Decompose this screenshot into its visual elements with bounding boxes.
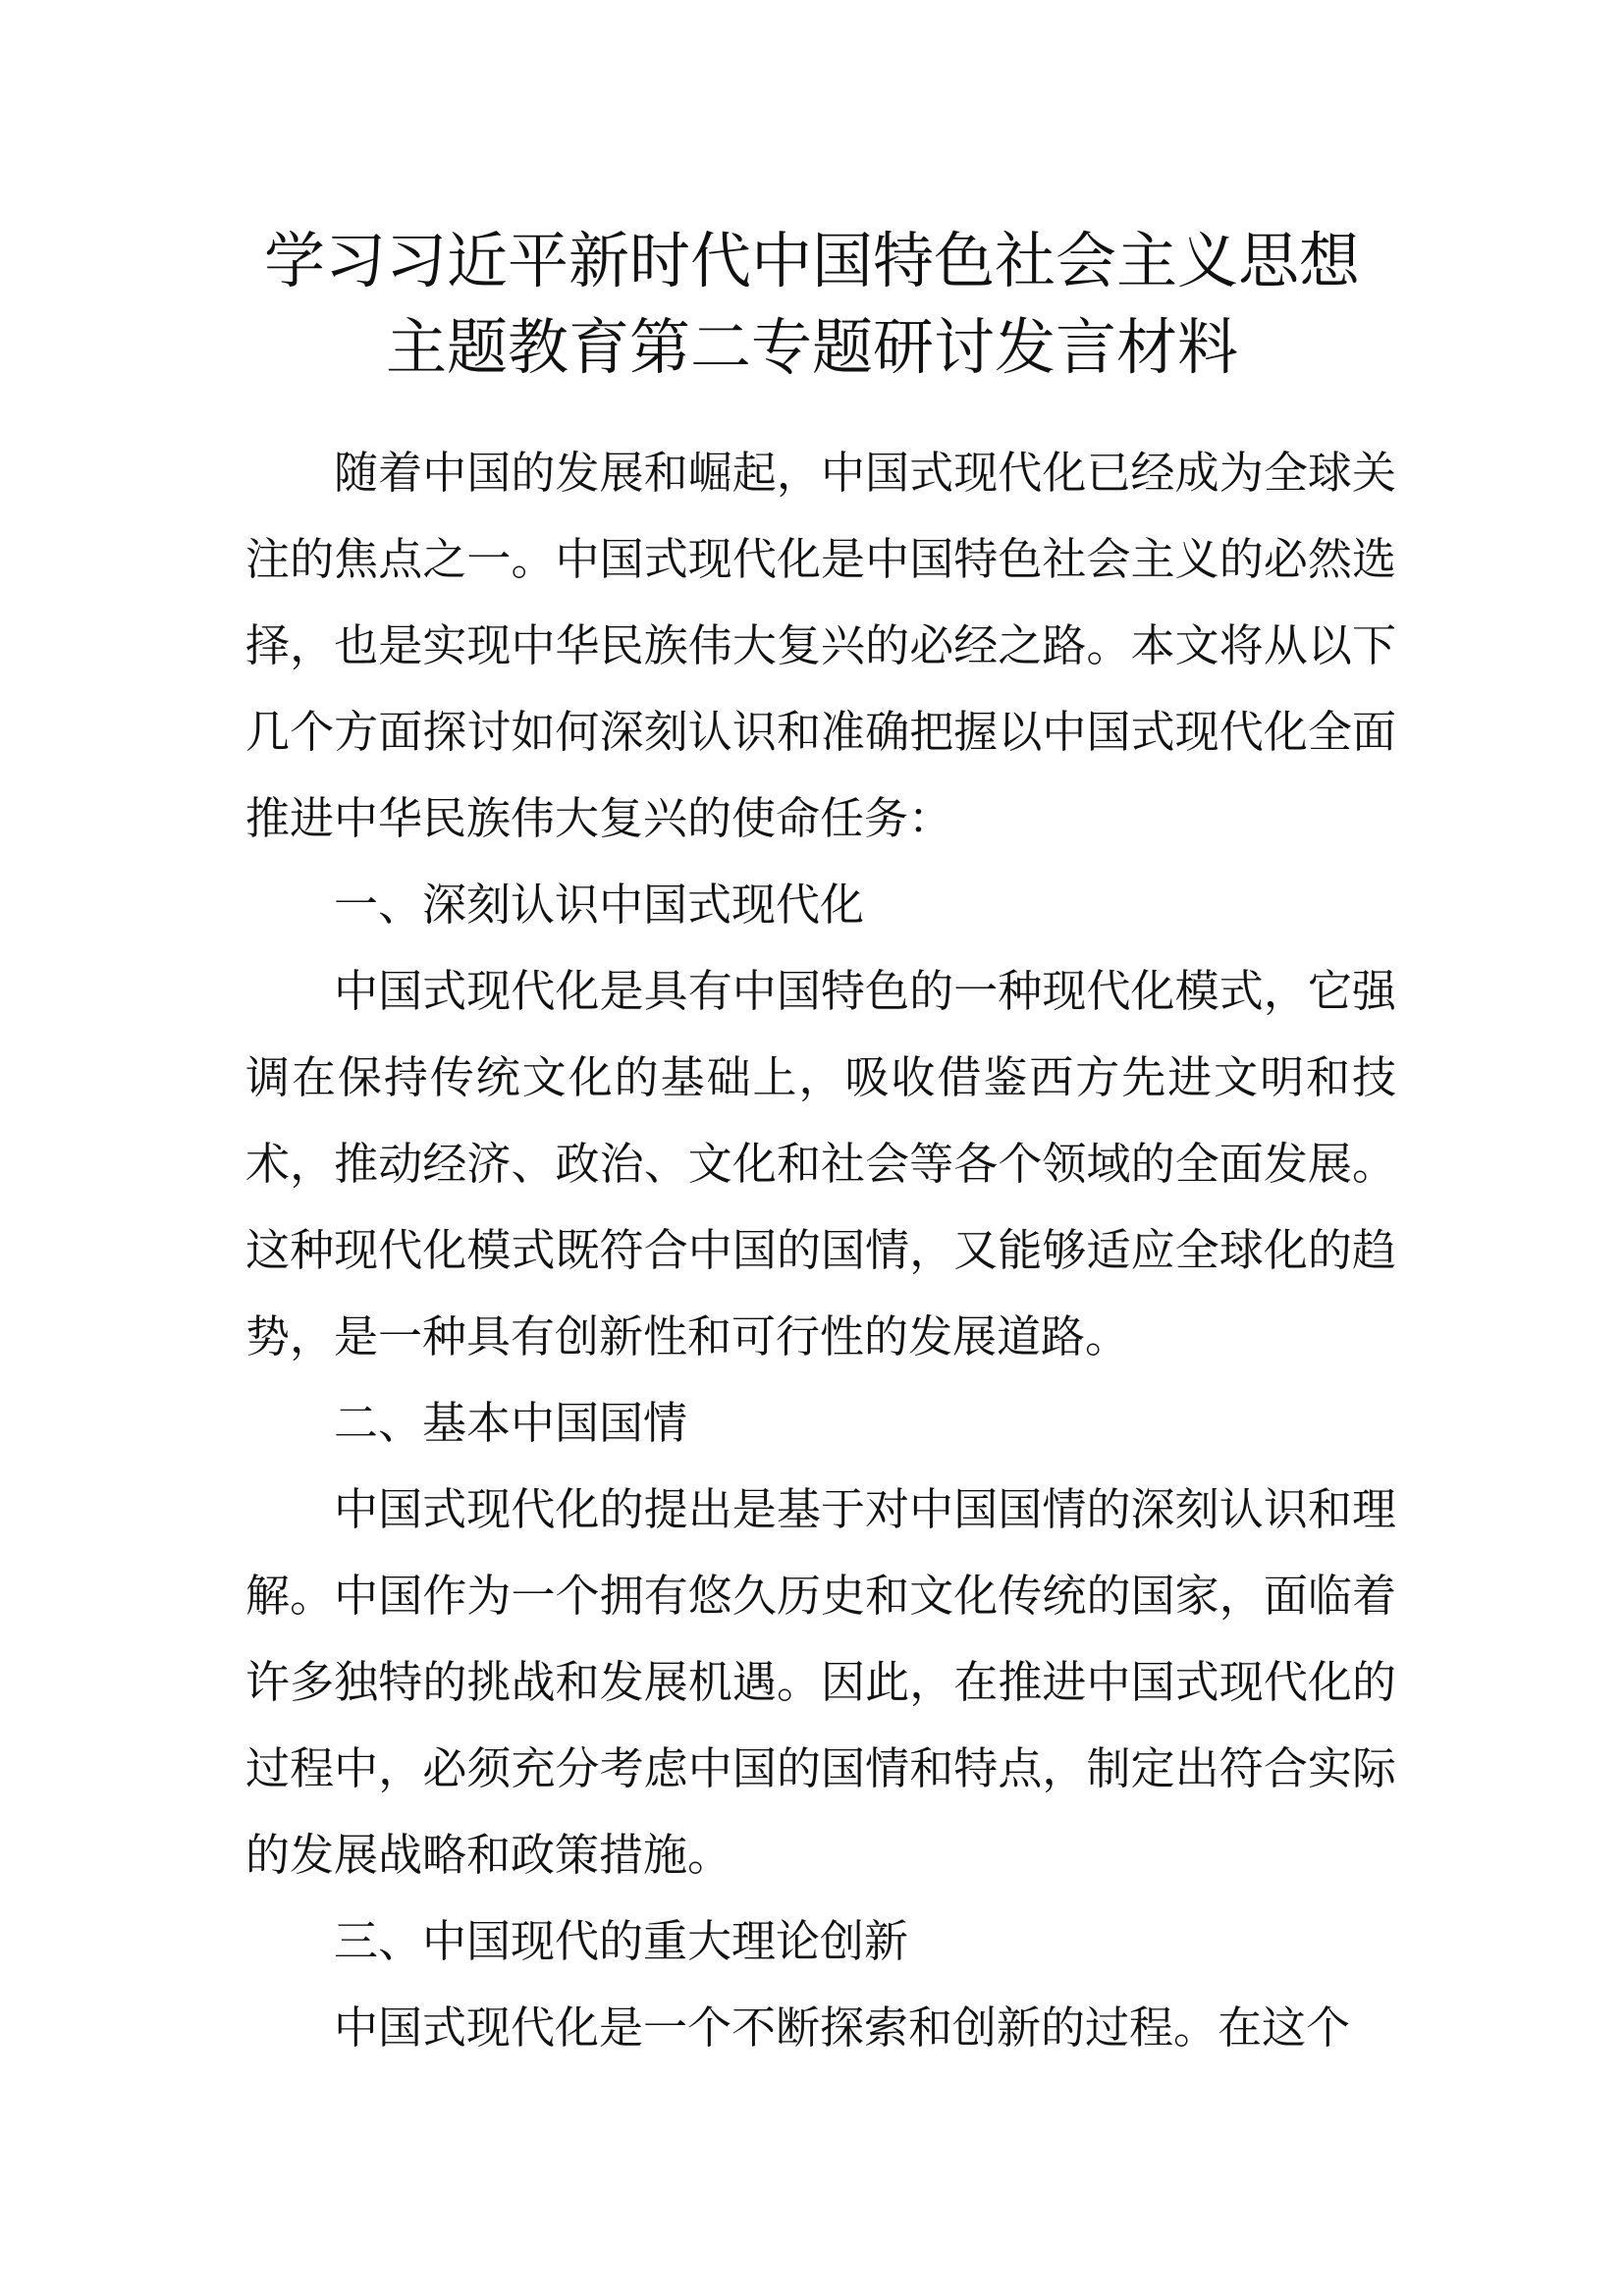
paragraph-section-2: 中国式现代化的提出是基于对中国国情的深刻认识和理解。中国作为一个拥有悠久历史和文化传统的国家，面临着许多独特的挑战和发展机遇。因此，在推进中国式现代化的过程中，必须充分考虑中国的国情和特点，制定出符合实际的发展战略和政策措施。 (245, 1483, 1396, 1881)
section-heading-1: 一、深刻认识中国式现代化 (334, 879, 865, 931)
paragraph-section-1: 中国式现代化是具有中国特色的一种现代化模式，它强调在保持传统文化的基础上，吸收借鉴西方先进文明和技术，推动经济、政治、文化和社会等各个领域的全面发展。这种现代化模式既符合中国的国情，又能够适应全球化的趋势，是一种具有创新性和可行性的发展道路。 (245, 965, 1396, 1362)
document-title (0, 218, 1624, 391)
title-line-1: 学习习近平新时代中国特色社会主义思想 (263, 225, 1360, 296)
paragraph-intro: 随着中国的发展和崛起，中国式现代化已经成为全球关注的焦点之一。中国式现代化是中国特色社会主义的必然选择，也是实现中华民族伟大复兴的必经之路。本文将从以下几个方面探讨如何深刻认识和准确把握以中国式现代化全面推进中华民族伟大复兴的使命任务： (245, 447, 1396, 844)
paragraph-section-3: 中国式现代化是一个不断探索和创新的过程。在这个 (334, 2002, 1351, 2054)
section-heading-2: 二、基本中国国情 (334, 1397, 688, 1449)
title-line-2: 主题教育第二专题研讨发言材料 (385, 311, 1238, 383)
section-heading-3: 三、中国现代的重大理论创新 (334, 1915, 909, 1967)
document-body (245, 430, 1396, 2071)
